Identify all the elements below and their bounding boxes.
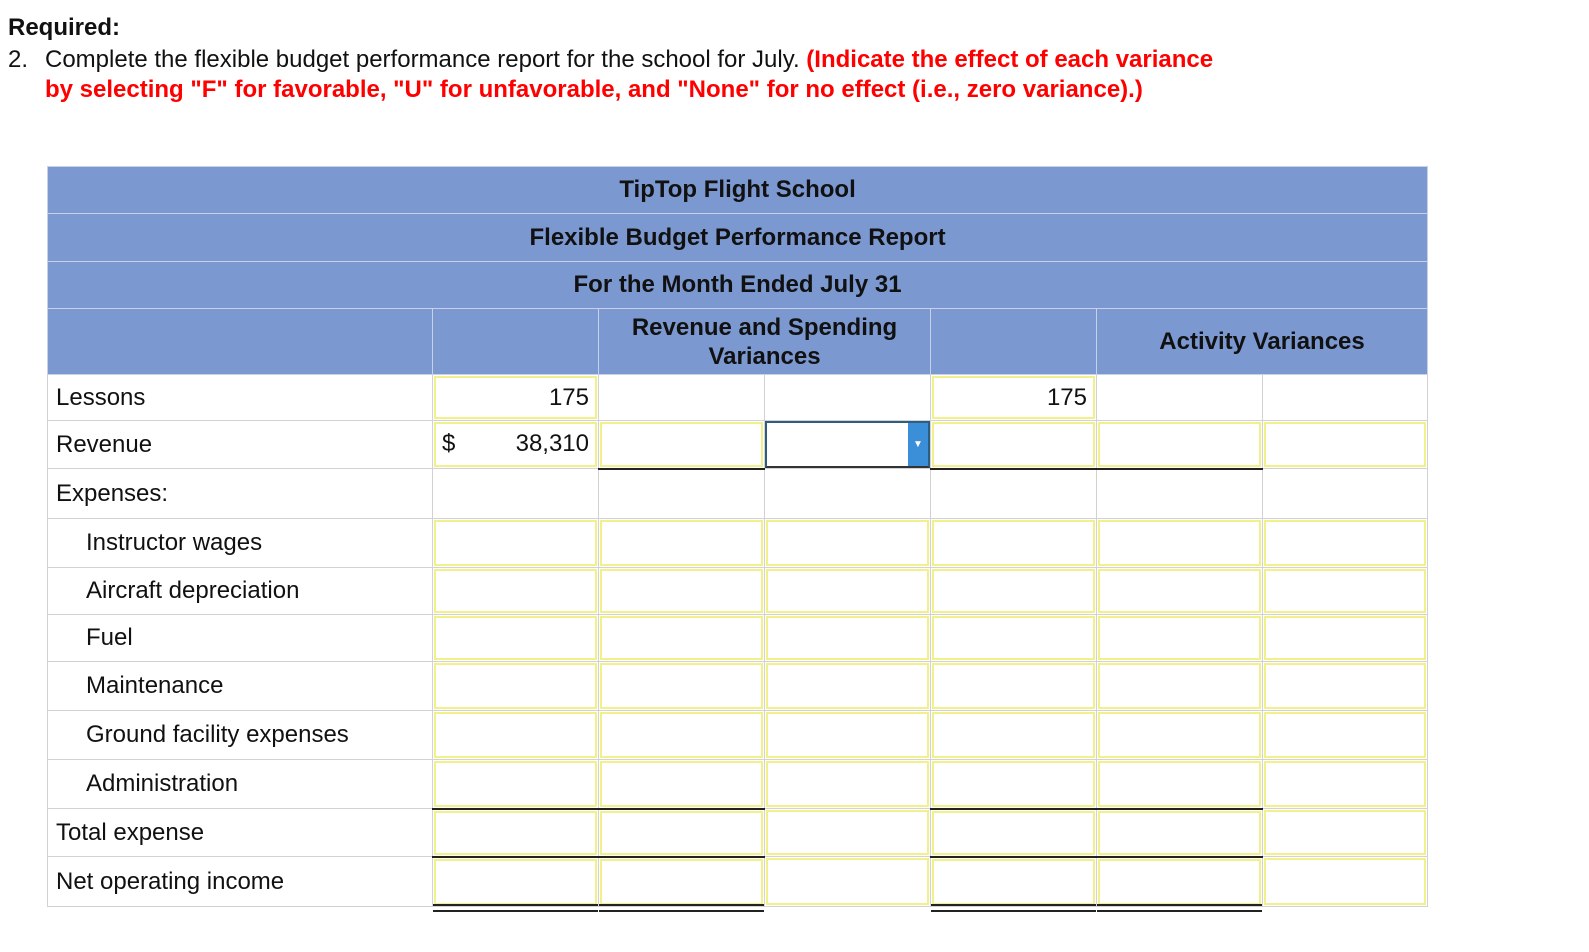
ground-facility-activity-input[interactable] bbox=[1098, 712, 1261, 758]
maintenance-variance-input[interactable] bbox=[600, 663, 763, 709]
expenses-cell-2 bbox=[433, 469, 599, 519]
fuel-activity-effect-input[interactable] bbox=[1264, 616, 1426, 660]
row-label-instructor-wages: Instructor wages bbox=[48, 519, 433, 568]
ground-c3 bbox=[599, 711, 765, 760]
total-expense-activity-effect-input[interactable] bbox=[1264, 810, 1426, 855]
instructor-wages-flexible-input[interactable] bbox=[932, 520, 1095, 566]
table-row-expenses-header bbox=[48, 469, 1428, 519]
maintenance-flexible-input[interactable] bbox=[932, 663, 1095, 709]
header-revenue-spending-variances: Revenue and Spending Variances bbox=[599, 309, 931, 375]
row-label-lessons: Lessons bbox=[48, 375, 433, 421]
header-blank-flexible bbox=[931, 309, 1097, 375]
revenue-flexible-input[interactable] bbox=[932, 422, 1095, 467]
row-label-expenses: Expenses: bbox=[48, 469, 433, 519]
expenses-cell-3 bbox=[599, 469, 765, 519]
flexible-budget-report-table bbox=[47, 166, 1428, 907]
ground-facility-variance-input[interactable] bbox=[600, 712, 763, 758]
row-label-revenue: Revenue bbox=[48, 421, 433, 469]
header-activity-variances: Activity Variances bbox=[1097, 309, 1428, 375]
row-label-aircraft-depreciation: Aircraft depreciation bbox=[48, 568, 433, 615]
total-expense-flexible-input[interactable] bbox=[932, 811, 1095, 855]
lessons-actual-value: 175 bbox=[434, 376, 597, 419]
dollar-sign: $ bbox=[442, 430, 456, 457]
net-income-actual-input[interactable] bbox=[434, 859, 597, 906]
total-c5 bbox=[931, 809, 1097, 857]
revenue-variance-input[interactable] bbox=[600, 422, 763, 467]
fuel-effect-input[interactable] bbox=[766, 616, 929, 660]
total-c7 bbox=[1263, 809, 1428, 857]
administration-flexible-input[interactable] bbox=[932, 761, 1095, 807]
admin-c2 bbox=[433, 760, 599, 809]
revenue-variance-cell bbox=[599, 421, 765, 469]
row-label-total-expense: Total expense bbox=[48, 809, 433, 857]
administration-effect-input[interactable] bbox=[766, 761, 929, 807]
revenue-actual-value bbox=[434, 422, 597, 467]
expenses-cell-4 bbox=[765, 469, 931, 519]
fuel-c4 bbox=[765, 615, 931, 662]
lessons-cell-3 bbox=[599, 375, 765, 421]
maintenance-c3 bbox=[599, 662, 765, 711]
table-row-fuel bbox=[48, 615, 1428, 662]
noi-c7 bbox=[1263, 857, 1428, 907]
lessons-actual-cell bbox=[433, 375, 599, 421]
aircraft-depreciation-activity-input[interactable] bbox=[1098, 569, 1261, 613]
question-prompt: Complete the flexible budget performance report for the school for July. bbox=[45, 46, 800, 73]
noi-c4 bbox=[765, 857, 931, 907]
header-blank-label bbox=[48, 309, 433, 375]
revenue-flexible-cell bbox=[931, 421, 1097, 469]
instructor-wages-c4 bbox=[765, 519, 931, 568]
ground-c7 bbox=[1263, 711, 1428, 760]
expenses-cell-5 bbox=[931, 469, 1097, 519]
ground-facility-flexible-input[interactable] bbox=[932, 712, 1095, 758]
instructor-wages-c5 bbox=[931, 519, 1097, 568]
ground-c5 bbox=[931, 711, 1097, 760]
net-income-variance-input[interactable] bbox=[600, 859, 763, 906]
maintenance-activity-input[interactable] bbox=[1098, 663, 1261, 709]
report-period: For the Month Ended July 31 bbox=[48, 262, 1428, 309]
fuel-c3 bbox=[599, 615, 765, 662]
fuel-c7 bbox=[1263, 615, 1428, 662]
administration-activity-effect-input[interactable] bbox=[1264, 761, 1426, 807]
instructor-wages-c2 bbox=[433, 519, 599, 568]
question-number: 2. bbox=[8, 46, 29, 73]
question-instruction: (Indicate the effect of each variance by selecting "F" for favorable, "U" for unfavorable, and "None" for no effect (i.e., zero variance).) bbox=[45, 46, 1214, 103]
total-c3 bbox=[599, 809, 765, 857]
revenue-activity-cell bbox=[1097, 421, 1263, 469]
aircraft-c6 bbox=[1097, 568, 1263, 615]
maintenance-effect-input[interactable] bbox=[766, 663, 929, 709]
admin-c4 bbox=[765, 760, 931, 809]
instructor-wages-activity-input[interactable] bbox=[1098, 520, 1261, 566]
administration-activity-input[interactable] bbox=[1098, 761, 1261, 807]
net-income-activity-input[interactable] bbox=[1098, 859, 1261, 906]
fuel-activity-input[interactable] bbox=[1098, 616, 1261, 660]
row-label-maintenance: Maintenance bbox=[48, 662, 433, 711]
instructor-wages-activity-effect-input[interactable] bbox=[1264, 520, 1426, 566]
administration-variance-input[interactable] bbox=[600, 761, 763, 807]
aircraft-c3 bbox=[599, 568, 765, 615]
row-label-net-operating-income: Net operating income bbox=[48, 857, 433, 907]
aircraft-c4 bbox=[765, 568, 931, 615]
total-expense-actual-input[interactable] bbox=[434, 811, 597, 855]
expenses-cell-6 bbox=[1097, 469, 1263, 519]
aircraft-c7 bbox=[1263, 568, 1428, 615]
admin-c5 bbox=[931, 760, 1097, 809]
table-row-net-operating-income bbox=[48, 857, 1428, 907]
row-label-administration: Administration bbox=[48, 760, 433, 809]
lessons-cell-4 bbox=[765, 375, 931, 421]
table-row-ground-facility bbox=[48, 711, 1428, 760]
fuel-c2 bbox=[433, 615, 599, 662]
table-row-aircraft-depreciation bbox=[48, 568, 1428, 615]
admin-c7 bbox=[1263, 760, 1428, 809]
lessons-cell-6 bbox=[1097, 375, 1263, 421]
instructor-wages-actual-input[interactable] bbox=[434, 520, 597, 566]
lessons-flexible-value: 175 bbox=[932, 376, 1095, 419]
ground-facility-activity-effect-input[interactable] bbox=[1264, 712, 1426, 758]
maintenance-c5 bbox=[931, 662, 1097, 711]
ground-c2 bbox=[433, 711, 599, 760]
header-blank-actual bbox=[433, 309, 599, 375]
report-company-name: TipTop Flight School bbox=[48, 167, 1428, 214]
table-row-instructor-wages bbox=[48, 519, 1428, 568]
revenue-actual-cell bbox=[433, 421, 599, 469]
lessons-flexible-cell bbox=[931, 375, 1097, 421]
row-label-fuel: Fuel bbox=[48, 615, 433, 662]
revenue-actual-amount: 38,310 bbox=[515, 430, 589, 457]
maintenance-c7 bbox=[1263, 662, 1428, 711]
fuel-actual-input[interactable] bbox=[434, 616, 597, 660]
revenue-activity-effect-input[interactable] bbox=[1264, 422, 1426, 467]
table-row-maintenance bbox=[48, 662, 1428, 711]
aircraft-c5 bbox=[931, 568, 1097, 615]
aircraft-depreciation-actual-input[interactable] bbox=[434, 569, 597, 613]
aircraft-depreciation-activity-effect-input[interactable] bbox=[1264, 569, 1426, 613]
admin-c3 bbox=[599, 760, 765, 809]
total-expense-activity-input[interactable] bbox=[1098, 811, 1261, 855]
net-income-activity-effect-input[interactable] bbox=[1264, 858, 1426, 905]
admin-c6 bbox=[1097, 760, 1263, 809]
fuel-c6 bbox=[1097, 615, 1263, 662]
maintenance-c2 bbox=[433, 662, 599, 711]
ground-c6 bbox=[1097, 711, 1263, 760]
revenue-activity-effect-cell bbox=[1263, 421, 1428, 469]
instructor-wages-effect-input[interactable] bbox=[766, 520, 929, 566]
total-expense-variance-input[interactable] bbox=[600, 811, 763, 855]
revenue-activity-variance-input[interactable] bbox=[1098, 422, 1261, 467]
maintenance-c6 bbox=[1097, 662, 1263, 711]
aircraft-c2 bbox=[433, 568, 599, 615]
net-income-flexible-input[interactable] bbox=[932, 859, 1095, 906]
fuel-variance-input[interactable] bbox=[600, 616, 763, 660]
net-income-effect-input[interactable] bbox=[766, 858, 929, 905]
noi-c6 bbox=[1097, 857, 1263, 907]
maintenance-activity-effect-input[interactable] bbox=[1264, 663, 1426, 709]
required-heading: Required: bbox=[8, 14, 121, 41]
instructor-wages-c3 bbox=[599, 519, 765, 568]
ground-facility-actual-input[interactable] bbox=[434, 712, 597, 758]
table-row-total-expense bbox=[48, 809, 1428, 857]
instructor-wages-c6 bbox=[1097, 519, 1263, 568]
aircraft-depreciation-flexible-input[interactable] bbox=[932, 569, 1095, 613]
instructor-wages-c7 bbox=[1263, 519, 1428, 568]
table-row-lessons bbox=[48, 375, 1428, 421]
total-c6 bbox=[1097, 809, 1263, 857]
administration-actual-input[interactable] bbox=[434, 761, 597, 807]
total-c2 bbox=[433, 809, 599, 857]
table-row-administration bbox=[48, 760, 1428, 809]
noi-c3 bbox=[599, 857, 765, 907]
ground-c4 bbox=[765, 711, 931, 760]
aircraft-depreciation-effect-input[interactable] bbox=[766, 569, 929, 613]
aircraft-depreciation-variance-input[interactable] bbox=[600, 569, 763, 613]
total-expense-effect-input[interactable] bbox=[766, 810, 929, 855]
report-title: Flexible Budget Performance Report bbox=[48, 214, 1428, 262]
table-row-revenue bbox=[48, 421, 1428, 469]
maintenance-c4 bbox=[765, 662, 931, 711]
row-label-ground-facility: Ground facility expenses bbox=[48, 711, 433, 760]
noi-c2 bbox=[433, 857, 599, 907]
total-c4 bbox=[765, 809, 931, 857]
lessons-cell-7 bbox=[1263, 375, 1428, 421]
ground-facility-effect-input[interactable] bbox=[766, 712, 929, 758]
maintenance-actual-input[interactable] bbox=[434, 663, 597, 709]
noi-c5 bbox=[931, 857, 1097, 907]
instructor-wages-variance-input[interactable] bbox=[600, 520, 763, 566]
fuel-c5 bbox=[931, 615, 1097, 662]
expenses-cell-7 bbox=[1263, 469, 1428, 519]
revenue-variance-effect-cell bbox=[765, 421, 931, 469]
dropdown-arrow-icon[interactable]: ▼ bbox=[908, 423, 928, 466]
fuel-flexible-input[interactable] bbox=[932, 616, 1095, 660]
revenue-variance-effect-dropdown[interactable] bbox=[765, 421, 930, 468]
